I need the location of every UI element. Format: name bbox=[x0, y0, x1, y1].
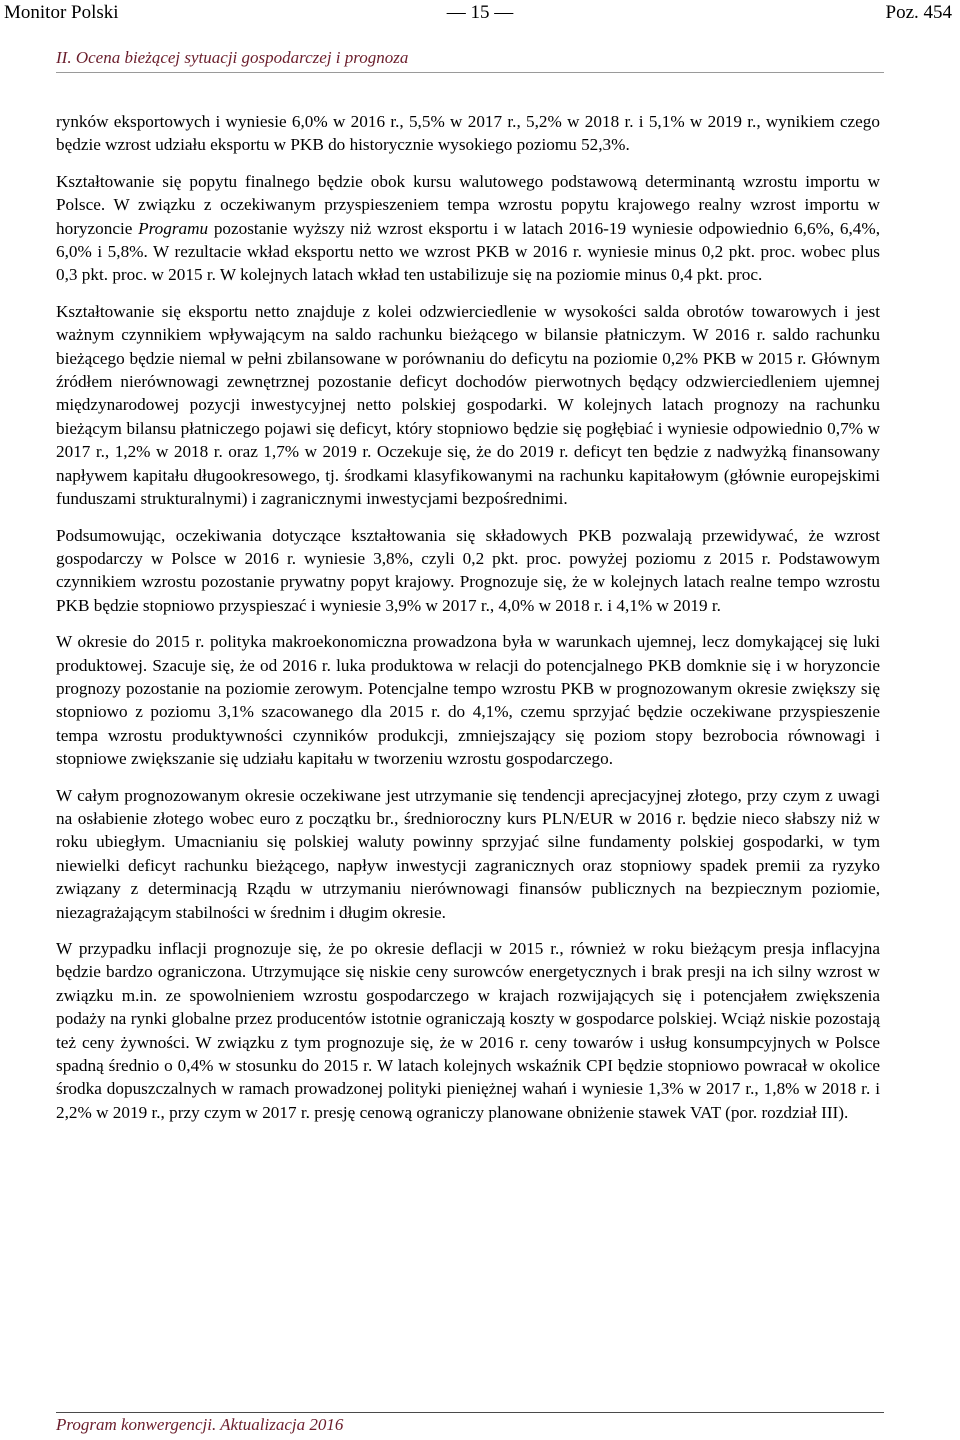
page-header bbox=[0, 0, 960, 30]
page-footer: Program konwergencji. Aktualizacja 2016 bbox=[56, 1415, 344, 1434]
paragraph-2 bbox=[56, 170, 880, 287]
paragraph-4: Podsumowując, oczekiwania dotyczące kształtowania się składowych PKB pozwalają przewidywać, że wzrost gospodarczy w Polsce w 2016 r. wyniesie 3,8%, czyli 0,2 pkt. proc. powyżej poziomu z 2015 r. Podstawowym czynnikiem wzrostu pozostanie prywatny popyt krajowy. Prognozuje się, że w kolejnych latach realne tempo wzrostu PKB będzie stopniowo przyspieszać i wyniesie 3,9% w 2017 r., 4,0% w 2018 r. i 4,1% w 2019 r. bbox=[56, 525, 880, 615]
paragraph-7: W przypadku inflacji prognozuje się, że po okresie deflacji w 2015 r., również w roku bieżącym presja inflacyjna będzie bardzo ograniczona. Utrzymujące się niskie ceny surowców energetycznych i brak presji na ich silny wzrost w związku m.in. ze spowolnieniem wzrostu gospodarczego w krajach rozwijających się i potencjałem zwiększenia podaży na rynki globalne przez producentów istotnie ograniczają koszty w gospodarce polskiej. Wciąż niskie pozostają też ceny żywności. W związku z tym prognozuje się, że w 2016 r. ceny towarów i usług konsumpcyjnych w Polsce spadną średnio o 0,4% w stosunku do 2015 r. W latach kolejnych wskaźnik CPI będzie stopniowo powracał w okolice środka dopuszczalnych w ramach prowadzonej polityki pieniężnej wahań i wyniesie 1,3% w 2017 r., 1,8% w 2018 r. i 2,2% w 2019 r., przy czym w 2017 r. presję cenową ograniczy planowane obniżenie stawek VAT (por. rozdział III). bbox=[56, 939, 880, 1122]
paragraph-5: W okresie do 2015 r. polityka makroekonomiczna prowadzona była w warunkach ujemnej, lecz domykającej się luki produktowej. Szacuje się, że od 2016 r. luka produktowa w relacji do potencjalnego PKB domknie się i w horyzoncie prognozy pozostanie na poziomie zerowym. Potencjalne tempo wzrostu PKB w prognozowanym okresie zwiększy się stopniowo z poziomu 3,1% szacowanego dla 2015 r. do 4,1%, czemu sprzyjać będzie oczekiwane przyspieszenie tempa wzrostu produktywności czynników produkcji, zmniejszający się poziom stopy bezrobocia równowagi i stopniowe zwiększanie się udziału kapitału w tworzeniu wzrostu gospodarczego. bbox=[56, 632, 880, 769]
section-title: II. Ocena bieżącej sytuacji gospodarczej i prognoza bbox=[56, 48, 409, 67]
document-body bbox=[56, 110, 880, 1137]
paragraph-2-end: pozostanie wyższy niż wzrost eksportu i w latach 2016-19 wyniesie odpowiednio 6,6%, 6,4%, 6,0% i 5,8%. W rezultacie wkład eksportu netto we wzrost PKB w 2016 r. wyniesie minus 0,2 pkt. proc. wobec plus 0,3 pkt. proc. w 2015 r. W kolejnych latach wkład ten ustabilizuje się na poziomie minus 0,4 pkt. proc. bbox=[56, 218, 880, 285]
paragraph-2-start: Kształtowanie się popytu finalnego będzie obok kursu walutowego podstawową determinantą wzrostu importu w Polsce. W związku z oczekiwanym przyspieszeniem tempa wzrostu popytu krajowego realny wzrost importu w horyzoncie bbox=[56, 171, 880, 238]
paragraph-2-italic: Programu bbox=[138, 218, 209, 238]
paragraph-6: W całym prognozowanym okresie oczekiwane jest utrzymanie się tendencji aprecjacyjnej złotego, przy czym z uwagi na osłabienie złotego wobec euro z początku br., średnioroczny kurs PLN/EUR w 2016 r. będzie nieco słabszy niż w roku ubiegłym. Umacnianiu się polskiej waluty powinny sprzyjać silne fundamenty polskiej gospodarki, w tym niewielki deficyt rachunku bieżącego, napływ inwestycji zagranicznych oraz stopniowy spadek premii za ryzyko związany z determinacją Rządu w utrzymaniu nierównowagi finansów publicznych na bezpiecznym poziomie, niezagrażającym stabilności w średnim i długim okresie. bbox=[56, 785, 880, 922]
paragraph-1: rynków eksportowych i wyniesie 6,0% w 2016 r., 5,5% w 2017 r., 5,2% w 2018 r. i 5,1% w 2019 r., wynikiem czego będzie wzrost udziału eksportu w PKB do historycznie wysokiego poziomu 52,3%. bbox=[56, 112, 880, 155]
page-number: — 15 — bbox=[446, 2, 514, 23]
header-divider bbox=[56, 72, 884, 73]
paragraph-3: Kształtowanie się eksportu netto znajduje z kolei odzwierciedlenie w wysokości salda obrotów towarowych i jest ważnym czynnikiem wpływającym na saldo rachunku bieżącego w bilansie płatniczym. W 2016 r. saldo rachunku bieżącego będzie niemal w pełni zbilansowane w porównaniu do deficytu na poziomie 0,2% PKB w 2015 r. Głównym źródłem nierównowagi zewnętrznej pozostanie deficyt dochodów pierwotnych będący odzwierciedleniem ujemnej międzynarodowej pozycji inwestycyjnej netto polskiej gospodarki. W kolejnych latach prognozy na rachunku bieżącym bilansu płatniczego pojawi się deficyt, który stopniowo będzie się pogłębiać i wyniesie odpowiednio 0,7% w 2017 r., 1,2% w 2018 r. oraz 1,7% w 2019 r. Oczekuje się, że do 2019 r. deficyt ten będzie z nadwyżką finansowany napływem kapitału długookresowego, tj. środkami klasyfikowanymi na rachunku kapitałowym (głównie europejskimi funduszami strukturalnymi) i zagranicznymi inwestycjami bezpośrednimi. bbox=[56, 301, 880, 509]
position-number: Poz. 454 bbox=[885, 2, 952, 23]
publication-name: Monitor Polski bbox=[4, 2, 119, 23]
footer-divider bbox=[56, 1412, 884, 1413]
